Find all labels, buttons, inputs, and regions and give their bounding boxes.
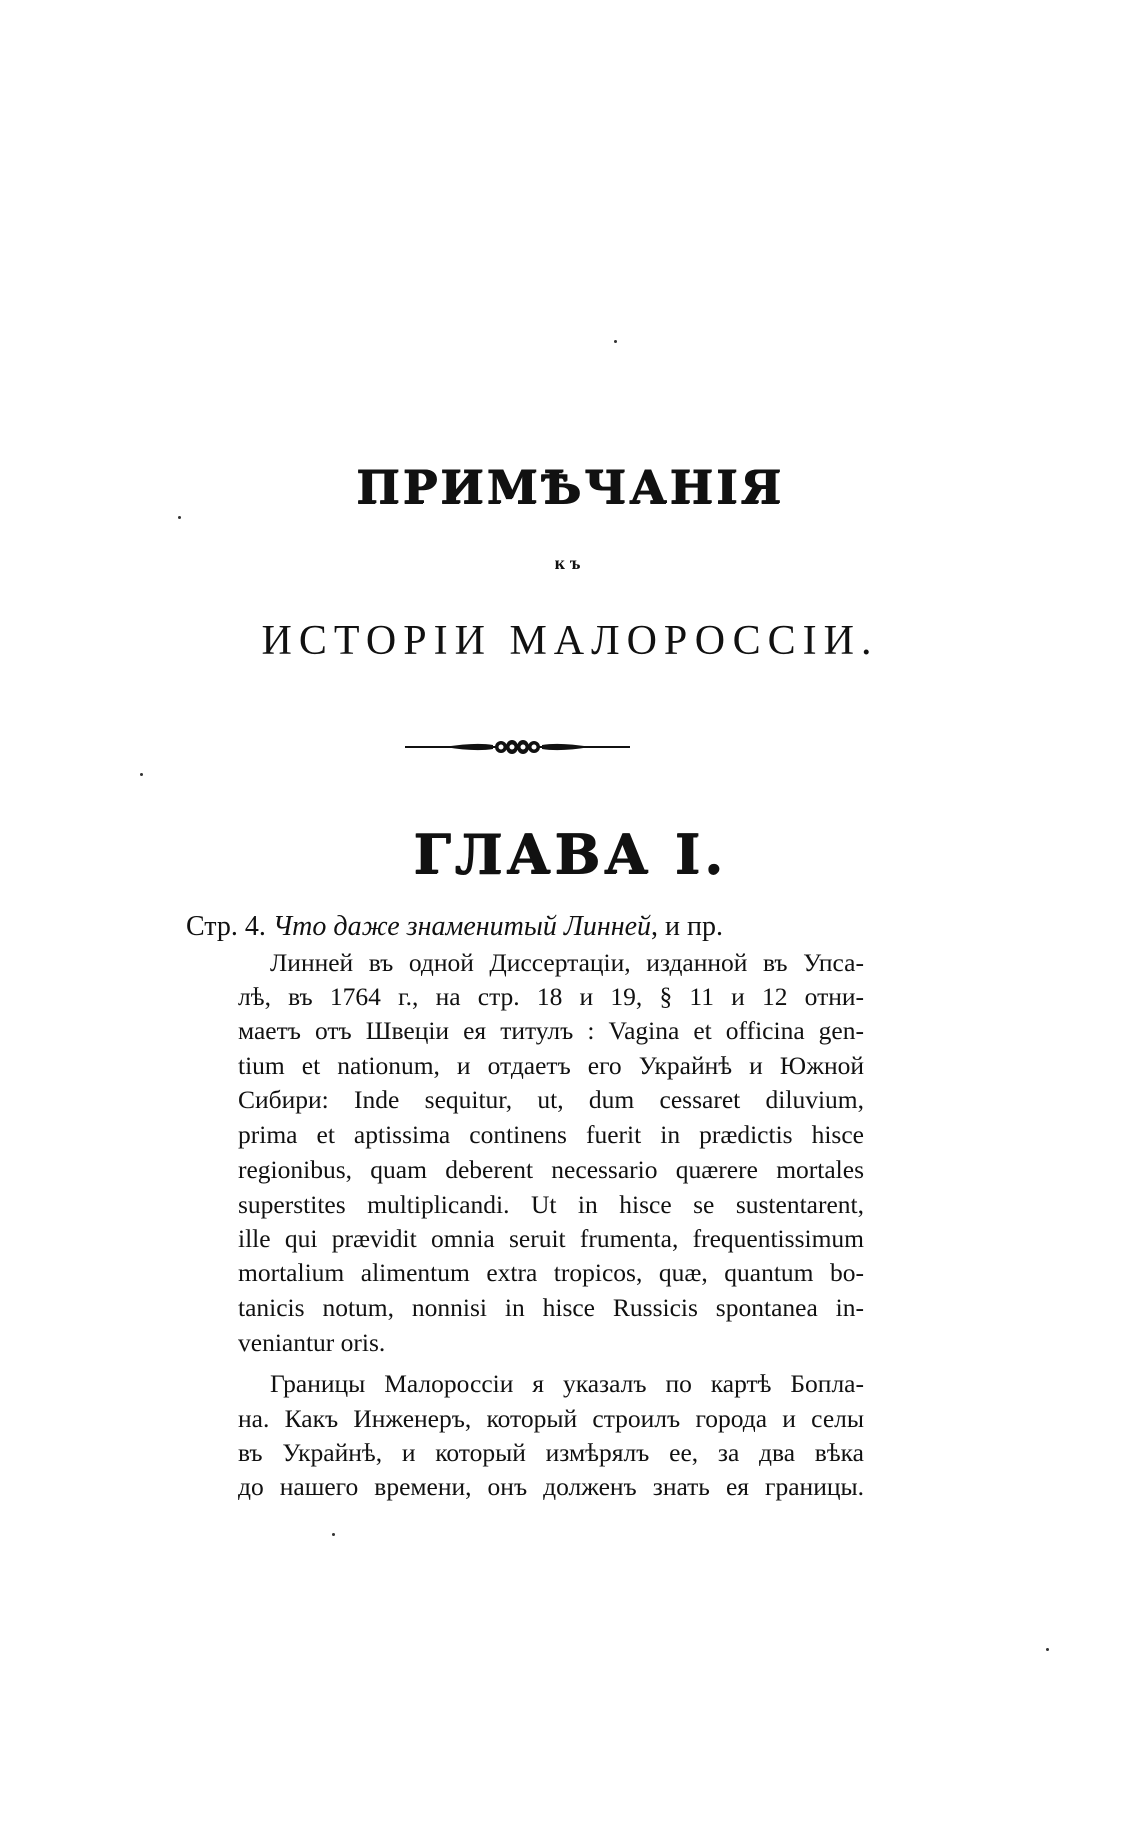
chapter-title: ГЛАВА I.: [413, 822, 727, 886]
text-line: Линней въ одной Диссертаціи, изданной въ Упса-: [270, 948, 864, 977]
text-line: до нашего времени, онъ долженъ знать ея границы.: [238, 1472, 864, 1501]
ref-prefix: Стр. 4.: [186, 911, 266, 942]
text-line: superstites multiplicandi. Ut in hisce se sustentarent,: [238, 1190, 864, 1219]
paper-speck: [178, 516, 181, 519]
text-line: въ Украйнѣ, и который измѣрялъ ее, за два вѣка: [238, 1438, 864, 1467]
text-line: mortalium alimentum extra tropicos, quæ, quantum bo-: [238, 1258, 864, 1287]
text-line: ille qui prævidit omnia seruit frumenta, frequentissimum: [238, 1224, 864, 1253]
text-line: tium et nationum, и отдаетъ его Украйнѣ и Южной: [238, 1051, 864, 1080]
text-line: маетъ отъ Швеціи ея титулъ : Vagina et officina gen-: [238, 1016, 864, 1045]
ref-suffix: , и пр.: [651, 911, 723, 942]
title-connector: къ: [554, 553, 586, 573]
text-line: tanicis notum, nonnisi in hisce Russicis spontanea in-: [238, 1293, 864, 1322]
text-line: Сибири: Inde sequitur, ut, dum cessaret diluvium,: [238, 1085, 864, 1114]
page-reference: [186, 911, 723, 943]
ornament-divider: [405, 733, 630, 761]
notes-title: ПРИМѢЧАНІЯ: [356, 460, 784, 514]
notes-subtitle: ИСТОРІИ МАЛОРОССІИ.: [261, 618, 879, 664]
paper-speck: [140, 773, 143, 776]
paper-speck: [614, 340, 617, 343]
paper-speck: [1046, 1648, 1049, 1651]
text-line: prima et aptissima continens fuerit in prædictis hisce: [238, 1120, 864, 1149]
text-line: regionibus, quam deberent necessario quærere mortales: [238, 1155, 864, 1184]
text-line: veniantur oris.: [238, 1328, 386, 1357]
text-line: лѣ, въ 1764 г., на стр. 18 и 19, § 11 и 12 отни-: [238, 982, 864, 1011]
text-line: на. Какъ Инженеръ, который строилъ города и селы: [238, 1404, 864, 1433]
paper-speck: [332, 1533, 335, 1536]
ref-citation: Что даже знаменитый Линней: [272, 911, 652, 942]
text-line: Границы Малороссіи я указалъ по картѣ Бопла-: [270, 1369, 864, 1398]
